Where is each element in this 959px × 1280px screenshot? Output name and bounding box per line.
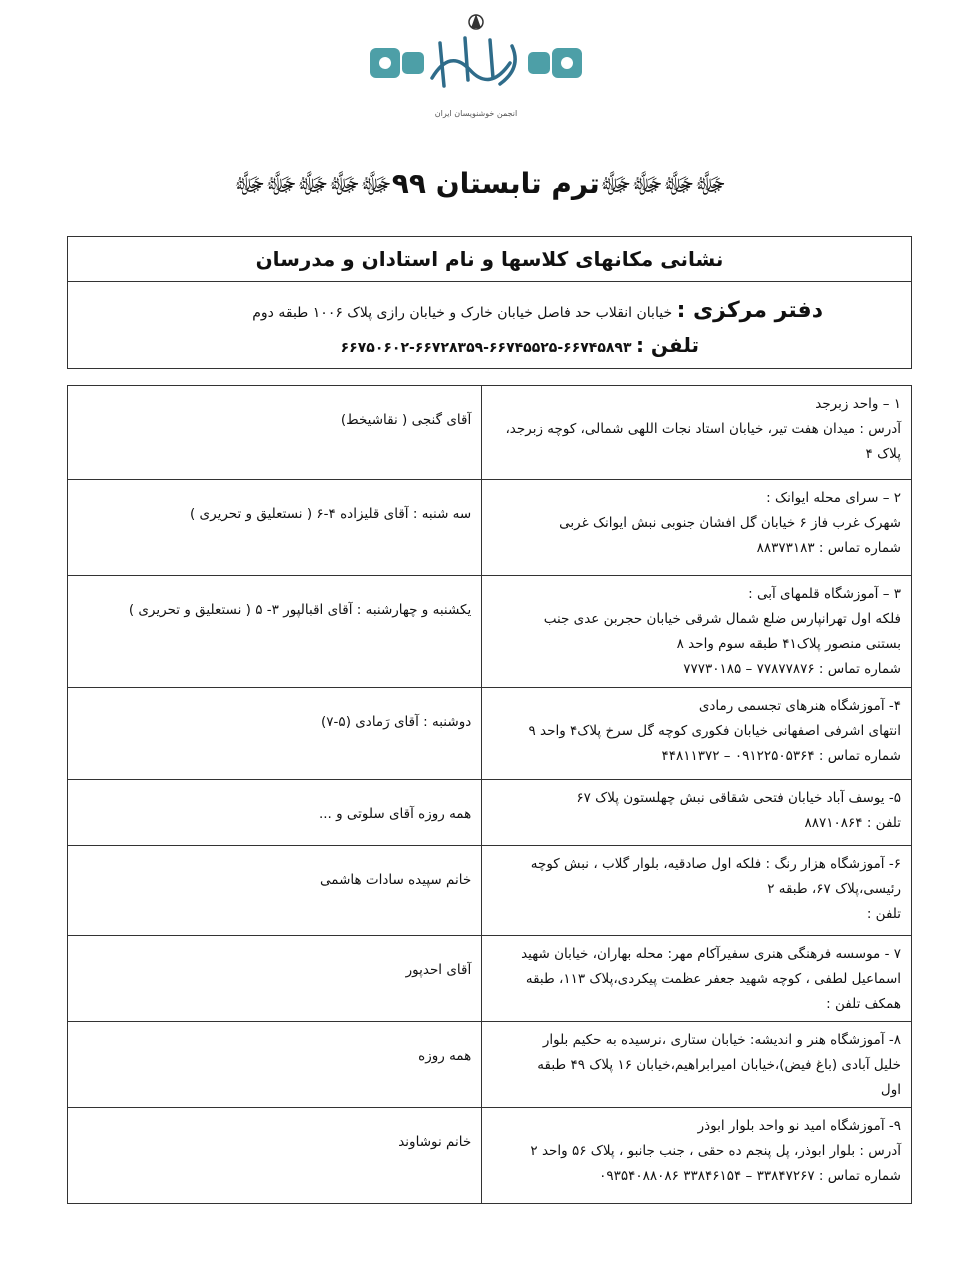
location-address-cell <box>482 780 912 846</box>
ornament-right: ﷻﷻﷻﷻ <box>599 167 727 200</box>
location-address-cell <box>482 846 912 936</box>
table-row <box>68 936 912 1022</box>
info-box <box>67 236 912 369</box>
address-line: شماره تماس : ۰۹۱۲۲۵۰۵۳۶۴ – ۴۴۸۱۱۳۷۲ <box>661 748 901 764</box>
address-line: ۳ – آموزشگاه قلمهای آبی : <box>748 586 901 602</box>
address-line: ۷ - موسسه فرهنگی هنری سفیرآکام مهر: محله بهاران، خیابان شهید <box>521 946 901 962</box>
phone-label: تلفن : <box>635 333 699 357</box>
address-line: ۵- یوسف آباد خیابان فتحی شقاقی نبش چهلستون پلاک ۶۷ <box>576 790 901 806</box>
address-line: ۲ – سرای محله ایوانک : <box>766 490 901 506</box>
address-line: اسماعیل لطفی ، کوچه شهید جعفر عظمت پیکردی،پلاک ۱۱۳، طبقه <box>525 971 901 987</box>
address-line: تلفن : ۸۸۷۱۰۸۶۴ <box>804 815 901 831</box>
office-address-line <box>68 282 911 326</box>
teacher-name: دوشنبه : آقای رَمادی (۵-۷) <box>321 714 472 730</box>
teacher-name: آقای احدپور <box>405 962 472 978</box>
address-line: شماره تماس : ۳۳۸۴۷۲۶۷ – ۳۳۸۴۶۱۵۴ ۰۹۳۵۴۰۸۸۰۸۶ <box>599 1168 901 1184</box>
teacher-name: همه روزه <box>418 1048 472 1064</box>
info-box-title: نشانی مکانهای کلاسها و نام استادان و مدرسان <box>68 237 911 282</box>
association-logo <box>340 8 612 128</box>
location-address-cell <box>482 480 912 576</box>
address-line: تلفن : <box>866 906 901 922</box>
term-title <box>200 160 760 208</box>
address-line: شهرک غرب فاز ۶ خیابان گل افشان جنوبی نبش ایوانک غربی <box>559 515 901 531</box>
address-line: آدرس : میدان هفت تیر، خیابان استاد نجات اللهی شمالی، کوچه زبرجد، <box>505 421 901 437</box>
address-line: شماره تماس : ۷۷۸۷۷۸۷۶ – ۷۷۷۳۰۱۸۵ <box>683 661 901 677</box>
location-address-cell <box>482 688 912 780</box>
table-row <box>68 688 912 780</box>
teacher-cell <box>68 1108 482 1204</box>
table-row <box>68 1022 912 1108</box>
table-row <box>68 1108 912 1204</box>
logo-graphic <box>340 8 612 128</box>
address-line: رئیسی،پلاک ۶۷، طبقه ۲ <box>767 881 901 897</box>
teacher-cell <box>68 780 482 846</box>
phone-numbers: ۶۶۷۴۵۸۹۳-۶۶۷۴۵۵۲۵-۶۶۷۲۸۳۵۹-۶۶۷۵۰۶۰۲ <box>340 340 632 356</box>
office-address: خیابان انقلاب حد فاصل خیابان خارک و خیابان رازی پلاک ۱۰۰۶ طبقه دوم <box>252 305 673 321</box>
teacher-name: سه شنبه : آقای قلیزاده ۴-۶ ( نستعلیق و تحریری ) <box>190 506 472 522</box>
teacher-cell <box>68 480 482 576</box>
teacher-cell <box>68 386 482 480</box>
address-line: شماره تماس : ۸۸۳۷۳۱۸۳ <box>756 540 901 556</box>
address-line: فلکه اول تهرانپارس ضلع شمال شرقی خیابان حجربن عدی جنب <box>543 611 901 627</box>
location-address-cell <box>482 1022 912 1108</box>
teacher-name: یکشنبه و چهارشنبه : آقای اقبالپور ۳- ۵ ( نستعلیق و تحریری ) <box>128 602 472 618</box>
office-phone-line <box>68 326 911 361</box>
address-line: انتهای اشرفی اصفهانی خیابان فکوری کوچه گل سرخ پلاک۴ واحد ۹ <box>528 723 901 739</box>
ornament-left: ﷻﷻﷻﷻﷻ <box>233 167 392 200</box>
teacher-cell <box>68 846 482 936</box>
address-line: ۶- آموزشگاه هزار رنگ : فلکه اول صادقیه، بلوار گلاب ، نبش کوچه <box>530 856 901 872</box>
term-title-text: ترم تابستان ۹۹ <box>391 167 600 200</box>
teacher-name: آقای گنجی ( نقاشیخط) <box>340 412 472 428</box>
table-row <box>68 386 912 480</box>
teacher-cell <box>68 576 482 688</box>
table-row <box>68 780 912 846</box>
address-line: ۱ – واحد زبرجد <box>815 396 901 412</box>
address-line: آدرس : بلوار ابوذر، پل پنجم ده حقی ، جنب جانبو ، پلاک ۵۶ واحد ۲ <box>530 1143 901 1159</box>
location-address-cell <box>482 386 912 480</box>
teacher-cell <box>68 1022 482 1108</box>
table-row <box>68 576 912 688</box>
logo-text: انجمن خوشنویسان ایران <box>434 109 518 118</box>
address-line: خلیل آبادی (باغ فیض)،خیابان امیرابراهیم،خیابان ۱۶ پلاک ۴۹ طبقه <box>537 1057 901 1073</box>
teacher-cell <box>68 936 482 1022</box>
teacher-name: خانم سپیده سادات هاشمی <box>320 872 472 888</box>
address-line: ۹- آموزشگاه امید نو واحد بلوار ابوذر <box>697 1118 901 1134</box>
location-address-cell <box>482 1108 912 1204</box>
emblem-icon <box>469 14 483 29</box>
teacher-name: همه روزه آقای سلوتی و ... <box>318 806 472 822</box>
address-line: همکف تلفن : <box>826 996 901 1012</box>
teacher-name: خانم نوشاوند <box>398 1134 472 1150</box>
address-line: اول <box>880 1082 901 1098</box>
table-row <box>68 480 912 576</box>
location-address-cell <box>482 936 912 1022</box>
classes-table <box>67 385 912 1204</box>
location-address-cell <box>482 576 912 688</box>
office-label: دفتر مرکزی : <box>676 298 823 323</box>
address-line: ۴- آموزشگاه هنرهای تجسمی رمادی <box>698 698 901 714</box>
address-line: بستنی منصور پلاک۴۱ طبقه سوم واحد ۸ <box>676 636 901 652</box>
address-line: ۸- آموزشگاه هنر و اندیشه: خیابان ستاری ،نرسیده به حکیم بلوار <box>542 1032 901 1048</box>
table-row <box>68 846 912 936</box>
address-line: پلاک ۴ <box>865 446 901 462</box>
teacher-cell <box>68 688 482 780</box>
